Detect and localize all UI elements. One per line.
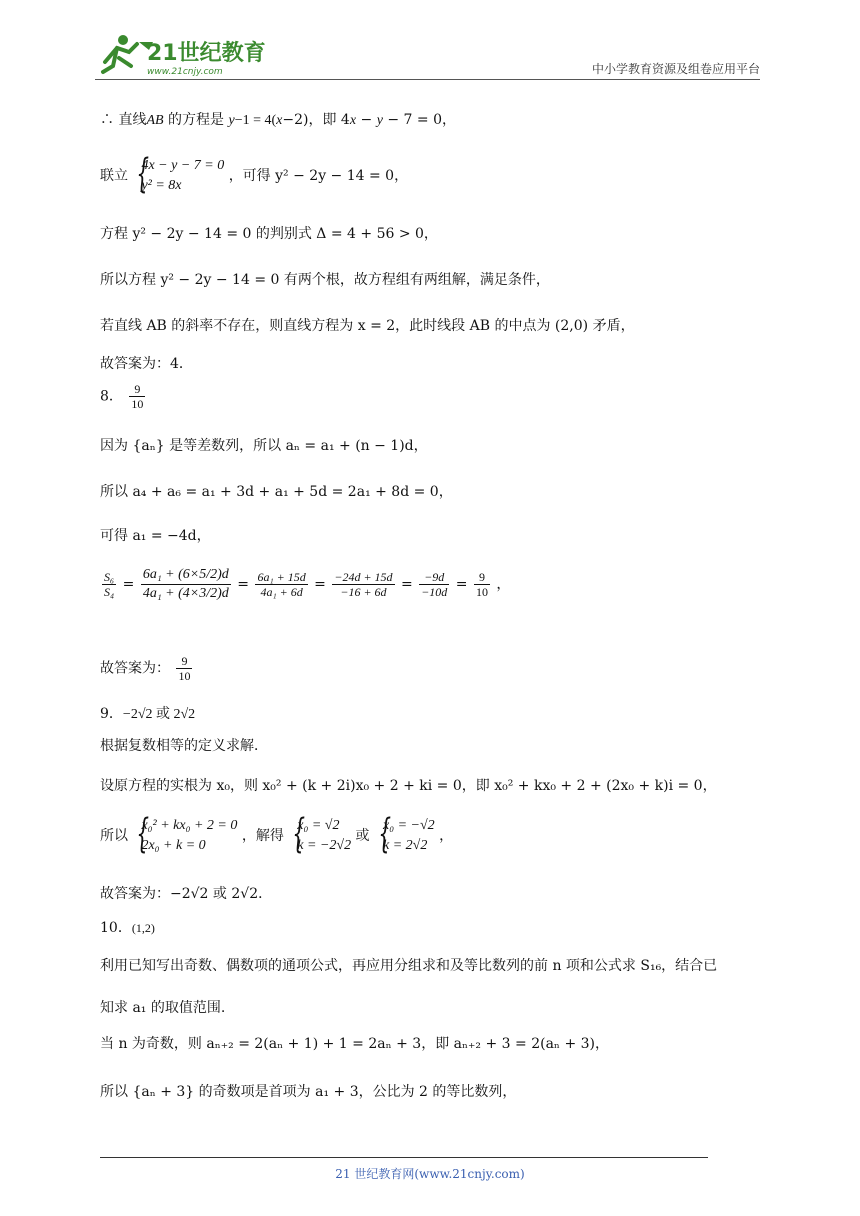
text-line: 利用已知写出奇数、偶数项的通项公式，再应用分组求和及等比数列的前 n 项和公式求 S₁₆，结合已 xyxy=(100,958,718,974)
svg-text:21世纪教育: 21世纪教育 xyxy=(147,41,266,66)
footer-divider xyxy=(100,1157,708,1158)
text-line: 可得 a₁ = −4d， xyxy=(100,528,211,544)
answer-line: 故答案为： $\frac{9}{10}$ xyxy=(100,654,191,683)
fraction: $\frac{\text{6a₁ + 15d}}{\text{4a₁ + 6d}}$ xyxy=(257,570,306,599)
equation-system: { 4x − y − 7 = 0 y² = 8x xyxy=(132,156,224,196)
footer-text: 21 世纪教育网(www.21cnjy.com) xyxy=(335,1167,525,1181)
text-line: ∴ 直线AB 的方程是 y−1 = 4(x−2)，即 4x − y − 7 = 0， xyxy=(100,112,456,128)
text-line: 因为 {aₙ} 是等差数列，所以 aₙ = a₁ + (n − 1)d， xyxy=(100,438,428,454)
text-line: 方程 y² − 2y − 14 = 0 的判别式 Δ = 4 + 56 > 0， xyxy=(100,226,438,242)
fraction: $\frac{-24d + 15d}{-16 + 6d}$ xyxy=(334,570,393,599)
fraction: $\frac{9}{10}$ xyxy=(178,654,191,683)
solution-system: { x₀ = √2 k = −2√2 xyxy=(288,816,351,856)
solution-system: { x₀ = −√2 k = 2√2 xyxy=(374,816,435,856)
text-line: 所以方程 y² − 2y − 14 = 0 有两个根，故方程组有两组解，满足条件， xyxy=(100,272,550,288)
header-platform-text: 中小学教育资源及组卷应用平台 xyxy=(591,62,760,76)
header-divider xyxy=(95,79,760,80)
svg-text:www.21cnjy.com: www.21cnjy.com xyxy=(147,67,223,77)
text-line-system: 所以 { x₀² + kx₀ + 2 = 0 2x₀ + k = 0 ，解得 { x₀ = √2 k = −2√2 或 { x₀ = −√2 k = 2√2 ， xyxy=(100,816,453,856)
ratio-derivation: $\frac{\text{S₆}}{\text{S₄}}$ = $\frac{\text{6a₁ + (6×5/2)d}}{\text{4a₁ + (4×3/2)d}}$ = $\frac{\text{6a₁ + 15d}}{\text{4a₁ + 6d}}$ = $\frac{-24d + 15d}{-16 + 6d}$ = $\frac{-9d}{-10d}$ = $\frac{9}{10}$ ， xyxy=(104,567,511,601)
equation-system: { x₀² + kx₀ + 2 = 0 2x₀ + k = 0 xyxy=(132,816,237,856)
text-line: 若直线 AB 的斜率不存在，则直线方程为 x = 2，此时线段 AB 的中点为 (2,0) 矛盾， xyxy=(100,318,635,334)
text-line: 当 n 为奇数，则 aₙ₊₂ = 2(aₙ + 1) + 1 = 2aₙ + 3，即 aₙ₊₂ + 3 = 2(aₙ + 3)， xyxy=(100,1036,609,1052)
fraction: $\frac{\text{6a₁ + (6×5/2)d}}{\text{4a₁ + (4×3/2)d}}$ xyxy=(142,567,229,601)
text-line: 所以 {aₙ + 3} 的奇数项是首项为 a₁ + 3，公比为 2 的等比数列， xyxy=(100,1084,517,1100)
fraction: $\frac{9}{10}$ xyxy=(131,382,144,411)
site-logo xyxy=(95,32,270,78)
text-line: 故答案为：−2√2 或 2√2． xyxy=(100,886,273,902)
text-line: 所以 a₄ + a₆ = a₁ + 3d + a₁ + 5d = 2a₁ + 8d = 0， xyxy=(100,484,453,500)
page-header xyxy=(95,30,760,82)
question-8-answer: 8． $\frac{9}{10}$ xyxy=(100,382,144,411)
fraction: $\frac{\text{S₆}}{\text{S₄}}$ xyxy=(104,570,115,599)
text-line: 根据复数相等的定义求解． xyxy=(100,738,268,754)
text-line: 设原方程的实根为 x₀，则 x₀² + (k + 2i)x₀ + 2 + ki = 0，即 x₀² + kx₀ + 2 + (2x₀ + k)i = 0， xyxy=(100,778,717,794)
question-9-answer: 9．−2√2 或 2√2 xyxy=(100,706,196,722)
fraction: $\frac{-9d}{-10d}$ xyxy=(421,570,448,599)
fraction: $\frac{9}{10}$ xyxy=(475,570,488,599)
text-line: 故答案为：4． xyxy=(100,356,193,372)
text-line: 知求 a₁ 的取值范围. xyxy=(100,1000,226,1016)
question-10-answer: 10．(1,2) xyxy=(100,920,155,936)
text-line-system: 联立 { 4x − y − 7 = 0 y² = 8x ，可得 y² − 2y − 14 = 0， xyxy=(100,156,408,196)
